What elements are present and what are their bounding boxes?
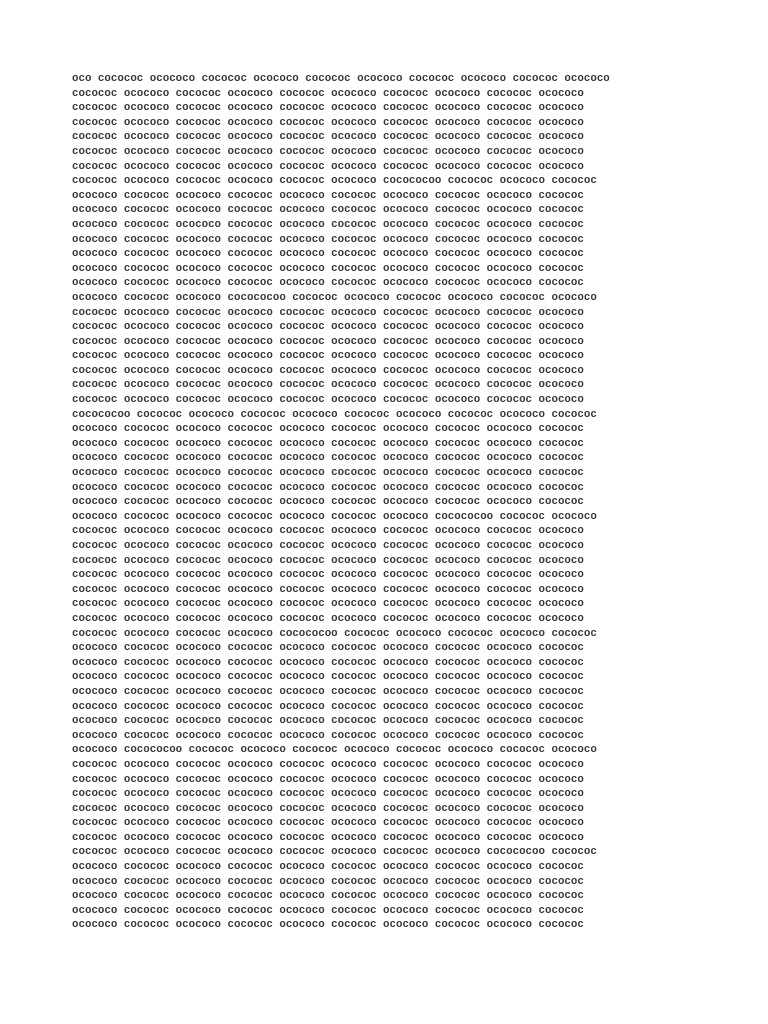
text-line: cocococ ocococo cocococ ocococo cocococ ocococo cocococ ocococo cocococ ocococo — [72, 802, 584, 815]
text-line: ocococo cocococ ocococo cocococ ocococo cocococ ocococo cocococ ocococo cocococ — [72, 919, 584, 932]
text-line: ocococo cocococ ocococo cocococ ocococo cocococ ocococo cocococoo cocococ ocococo — [72, 510, 597, 523]
text-line: cocococ ocococo cocococ ocococo cocococ ocococo cocococ ocococo cocococ ocococo — [72, 306, 584, 319]
text-line: cocococ ocococo cocococ ocococo cocococ ocococo cocococ ocococo cocococ ocococo — [72, 540, 584, 552]
text-line: ocococo cocococ ocococo cocococ ocococo cocococ ocococo cocococ ocococo cocococ — [72, 875, 584, 888]
text-line: oco cocococ ocococo cocococ ocococo cocococ ocococo cocococ ocococo cocococ ocococo — [72, 73, 610, 85]
text-line: cocococ ocococo cocococ ocococo cocococ ocococo cocococoo cocococ ocococo cocococ — [72, 175, 597, 188]
text-line: ocococo cocococ ocococo cocococ ocococo cocococ ocococo cocococ ocococo cocococ — [72, 861, 584, 874]
text-line: ocococo cocococ ocococo cocococ ocococo cocococ ocococo cocococ ocococo cocococ — [72, 642, 584, 655]
text-line: cocococ ocococo cocococ ocococo cocococ ocococo cocococ ocococo cocococoo cocococ — [72, 846, 597, 859]
text-line: ocococo cocococ ocococo cocococ ocococo cocococ ocococo cocococ ocococo cocococ — [72, 890, 584, 903]
text-line: ocococo cocococ ocococo cocococ ocococo cocococ ocococo cocococ ocococo cocococ — [72, 218, 584, 231]
text-line: cocococ ocococo cocococ ocococo cocococ ocococo cocococ ocococo cocococ ocococo — [72, 525, 584, 538]
text-line: cocococ ocococo cocococ ocococo cocococ ocococo cocococ ocococo cocococ ocococo — [72, 831, 584, 844]
text-line: cocococ ocococo cocococ ocococo cocococ ocococo cocococ ocococo cocococ ocococo — [72, 612, 584, 625]
text-line: cocococ ocococo cocococ ocococo cocococ ocococo cocococ ocococo cocococ ocococo — [72, 773, 584, 786]
text-line: ocococo cocococ ocococo cocococ ocococo cocococ ocococo cocococ ocococo cocococ — [72, 481, 584, 494]
text-line: ocococo cocococ ocococo cocococ ocococo cocococ ocococo cocococ ocococo cocococ — [72, 685, 584, 698]
text-line: ocococo cocococ ocococo cocococoo cocococ ocococo cocococ ocococo cocococ ocococo — [72, 291, 597, 304]
text-line: cocococ ocococo cocococ ocococo cocococ ocococo cocococ ocococo cocococ ocococo — [72, 116, 584, 129]
text-line: ocococo cocococ ocococo cocococ ocococo cocococ ocococo cocococ ocococo cocococ — [72, 452, 584, 465]
text-line: cocococ ocococo cocococ ocococo cocococ ocococo cocococ ocococo cocococ ocococo — [72, 364, 584, 377]
text-line: ocococo cocococ ocococo cocococ ocococo cocococ ocococo cocococ ocococo cocococ — [72, 496, 584, 509]
text-line: ocococo cocococ ocococo cocococ ocococo cocococ ocococo cocococ ocococo cocococ — [72, 423, 584, 436]
body-text — [72, 72, 712, 933]
text-line: cocococoo cocococ ocococo cocococ ocococo cocococ ocococo cocococ ocococo cocococ — [72, 408, 597, 421]
text-line: ocococo cocococ ocococo cocococ ocococo cocococ ocococo cocococ ocococo cocococ — [72, 233, 584, 246]
text-line: ocococo cocococ ocococo cocococ ocococo cocococ ocococo cocococ ocococo cocococ — [72, 262, 584, 275]
text-line: cocococ ocococo cocococ ocococo cocococ ocococo cocococ ocococo cocococ ocococo — [72, 321, 584, 334]
text-line: ocococo cocococ ocococo cocococ ocococo cocococ ocococo cocococ ocococo cocococ — [72, 204, 584, 217]
text-line: ocococo cocococ ocococo cocococ ocococo cocococ ocococo cocococ ocococo cocococ — [72, 904, 584, 917]
text-line: ocococo cocococ ocococo cocococ ocococo cocococ ocococo cocococ ocococo cocococ — [72, 467, 584, 480]
text-line: ocococo cocococ ocococo cocococ ocococo cocococ ocococo cocococ ocococo cocococ — [72, 700, 584, 713]
text-line: ocococo cocococ ocococo cocococ ocococo cocococ ocococo cocococ ocococo cocococ — [72, 671, 584, 684]
text-line: cocococ ocococo cocococ ocococo cocococ ocococo cocococ ocococo cocococ ocococo — [72, 145, 584, 158]
text-line: cocococ ocococo cocococ ocococo cocococ ocococo cocococ ocococo cocococ ocococo — [72, 569, 584, 582]
text-line: cocococ ocococo cocococ ocococo cocococ ocococo cocococ ocococo cocococ ocococo — [72, 788, 584, 801]
text-line: ocococo cocococ ocococo cocococ ocococo cocococ ocococo cocococ ocococo cocococ — [72, 277, 584, 290]
text-line: cocococ ocococo cocococ ocococo cocococ ocococo cocococ ocococo cocococ ocococo — [72, 87, 584, 100]
text-line: cocococ ocococo cocococ ocococo cocococ ocococo cocococ ocococo cocococ ocococo — [72, 335, 584, 348]
text-line: ocococo cocococ ocococo cocococ ocococo cocococ ocococo cocococ ocococo cocococ — [72, 437, 584, 450]
text-line: cocococ ocococo cocococ ocococo cocococ ocococo cocococ ocococo cocococ ocococo — [72, 102, 584, 115]
text-line: cocococ ocococo cocococ ocococo cocococoo cocococ ocococo cocococ ocococo cocococ — [72, 627, 597, 640]
text-line: cocococ ocococo cocococ ocococo cocococ ocococo cocococ ocococo cocococ ocococo — [72, 758, 584, 771]
text-line: cocococ ocococo cocococ ocococo cocococ ocococo cocococ ocococo cocococ ocococo — [72, 394, 584, 407]
text-line: cocococ ocococo cocococ ocococo cocococ ocococo cocococ ocococo cocococ ocococo — [72, 554, 584, 567]
text-line: ocococo cocococ ocococo cocococ ocococo cocococ ocococo cocococ ocococo cocococ — [72, 248, 584, 261]
text-line: ocococo cocococ ocococo cocococ ocococo cocococ ocococo cocococ ocococo cocococ — [72, 729, 584, 742]
text-line: cocococ ocococo cocococ ocococo cocococ ocococo cocococ ocococo cocococ ocococo — [72, 583, 584, 596]
text-line: cocococ ocococo cocococ ocococo cocococ ocococo cocococ ocococo cocococ ocococo — [72, 598, 584, 611]
text-line: ocococo cocococoo cocococ ocococo cocococ ocococo cocococ ocococo cocococ ocococo — [72, 744, 597, 757]
text-line: ocococo cocococ ocococo cocococ ocococo cocococ ocococo cocococ ocococo cocococ — [72, 189, 584, 202]
text-line: cocococ ocococo cocococ ocococo cocococ ocococo cocococ ocococo cocococ ocococo — [72, 160, 584, 173]
text-line: ocococo cocococ ocococo cocococ ocococo cocococ ocococo cocococ ocococo cocococ — [72, 715, 584, 728]
text-line: cocococ ocococo cocococ ocococo cocococ ocococo cocococ ocococo cocococ ocococo — [72, 379, 584, 392]
text-line: cocococ ocococo cocococ ocococo cocococ ocococo cocococ ocococo cocococ ocococo — [72, 817, 584, 830]
text-line: cocococ ocococo cocococ ocococo cocococ ocococo cocococ ocococo cocococ ocococo — [72, 131, 584, 144]
text-line: cocococ ocococo cocococ ocococo cocococ ocococo cocococ ocococo cocococ ocococo — [72, 350, 584, 363]
text-line: ocococo cocococ ocococo cocococ ocococo cocococ ocococo cocococ ocococo cocococ — [72, 656, 584, 669]
